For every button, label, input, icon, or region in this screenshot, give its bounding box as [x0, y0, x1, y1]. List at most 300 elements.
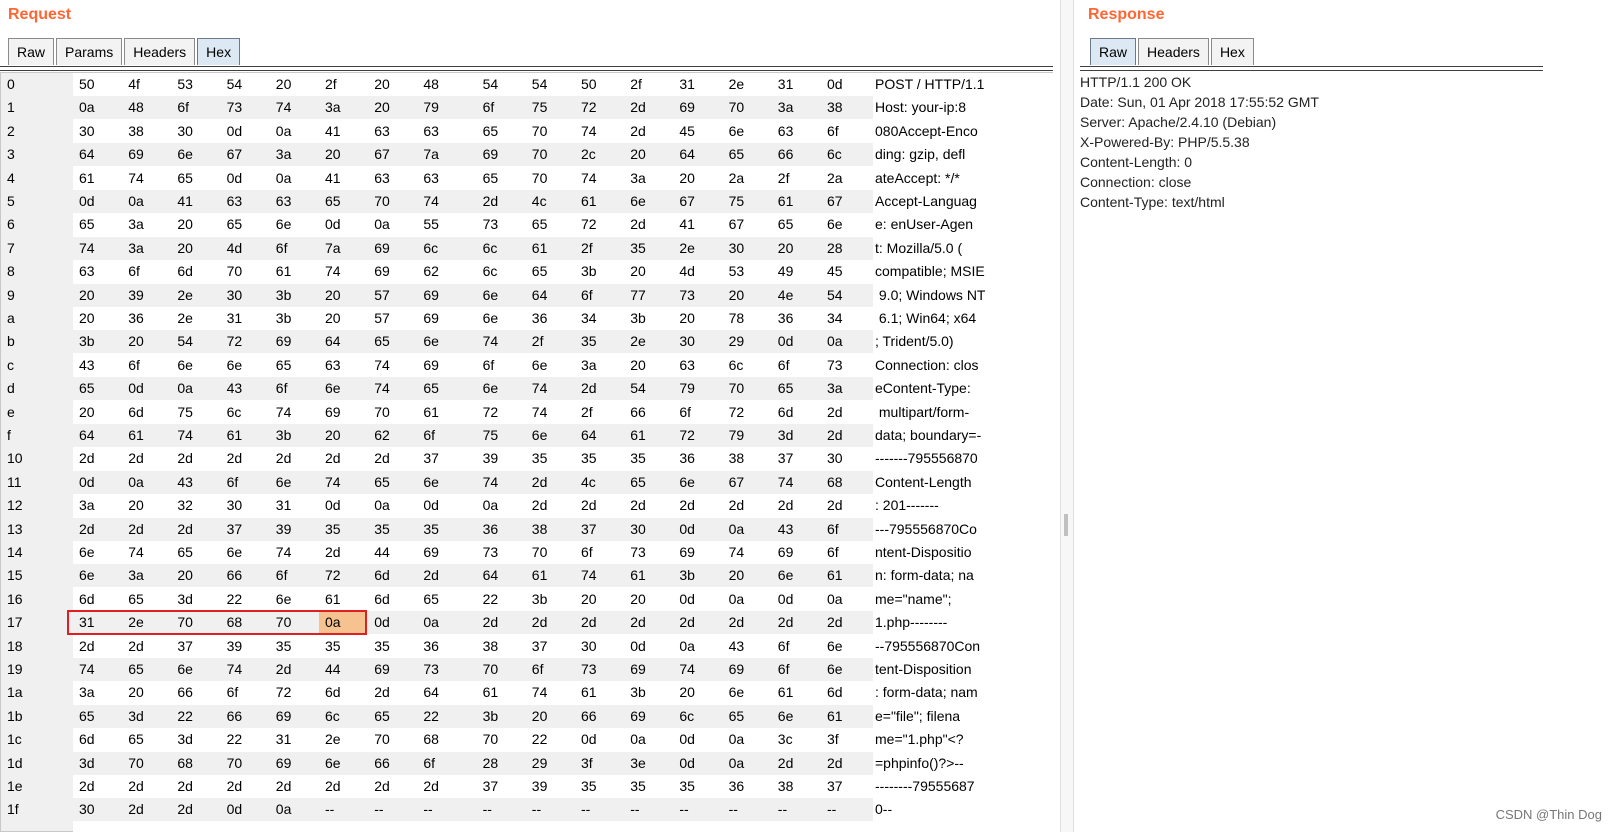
hex-byte[interactable]: 65 [531, 263, 548, 280]
hex-byte[interactable]: 35 [630, 239, 646, 256]
hex-byte[interactable]: 43 [728, 637, 745, 654]
hex-byte[interactable]: 6f [128, 356, 140, 373]
hex-row-ascii[interactable]: Content-Length [875, 473, 972, 490]
hex-byte[interactable]: 6e [226, 544, 243, 560]
hex-byte[interactable]: -- [482, 801, 492, 818]
hex-byte[interactable]: 69 [374, 239, 390, 256]
hex-byte[interactable]: 2d [177, 801, 193, 818]
hex-byte[interactable]: 2d [630, 614, 646, 631]
hex-byte[interactable]: 73 [827, 356, 843, 373]
hex-byte[interactable]: 75 [531, 99, 548, 116]
hex-byte[interactable]: 50 [79, 76, 95, 92]
hex-byte[interactable]: 20 [728, 286, 745, 303]
hex-byte[interactable]: 20 [79, 310, 95, 326]
hex-byte[interactable]: 20 [79, 403, 95, 420]
hex-byte[interactable]: 2d [275, 661, 292, 677]
hex-byte[interactable]: 74 [226, 661, 243, 677]
hex-byte[interactable]: 70 [275, 614, 292, 631]
hex-byte[interactable]: 2d [79, 637, 95, 654]
hex-byte[interactable]: 74 [79, 239, 95, 256]
hex-byte[interactable]: 63 [275, 193, 292, 209]
hex-byte[interactable]: 30 [226, 497, 243, 514]
hex-byte[interactable]: 31 [226, 310, 243, 326]
hex-byte[interactable]: 67 [827, 193, 843, 209]
hex-row-ascii[interactable]: t: Mozilla/5.0 ( [875, 239, 963, 256]
hex-byte[interactable]: 6f [679, 403, 692, 420]
hex-byte[interactable]: 2d [374, 778, 390, 794]
hex-byte[interactable]: 0d [128, 380, 144, 397]
hex-byte[interactable]: 70 [728, 380, 745, 397]
hex-byte[interactable]: 2d [275, 450, 292, 467]
hex-byte[interactable]: 36 [531, 310, 548, 326]
hex-byte[interactable]: 22 [531, 731, 548, 748]
hex-byte[interactable]: 3d [777, 427, 794, 443]
hex-byte[interactable]: 41 [177, 193, 193, 209]
hex-byte[interactable]: 2d [777, 497, 794, 514]
hex-byte[interactable]: 20 [728, 567, 745, 584]
hex-byte[interactable]: 72 [728, 403, 745, 420]
hex-byte[interactable]: 6f [226, 473, 239, 490]
hex-byte[interactable]: 6f [777, 637, 790, 654]
hex-byte[interactable]: 65 [423, 590, 439, 607]
hex-byte[interactable]: 0a [728, 590, 745, 607]
hex-byte[interactable]: 31 [275, 731, 292, 748]
hex-byte[interactable]: 28 [827, 239, 843, 256]
hex-byte[interactable]: 0d [581, 731, 597, 748]
hex-byte[interactable]: 66 [777, 146, 794, 163]
hex-byte[interactable]: 73 [581, 661, 597, 677]
hex-byte[interactable]: 61 [325, 590, 341, 607]
hex-byte[interactable]: 63 [679, 356, 695, 373]
hex-byte[interactable]: 38 [128, 122, 144, 139]
hex-byte[interactable]: 69 [423, 544, 439, 560]
hex-byte[interactable]: 3b [79, 333, 95, 350]
hex-byte[interactable]: 74 [581, 122, 597, 139]
hex-byte[interactable]: 30 [79, 122, 95, 139]
hex-byte[interactable]: 3d [177, 590, 193, 607]
hex-byte[interactable]: 3d [177, 731, 193, 748]
hex-byte[interactable]: 63 [374, 122, 390, 139]
hex-byte[interactable]: 6e [275, 473, 292, 490]
response-tab-hex[interactable]: Hex [1211, 38, 1254, 65]
hex-byte[interactable]: 65 [128, 590, 144, 607]
hex-byte[interactable]: 54 [482, 76, 499, 92]
hex-byte[interactable]: 30 [827, 450, 843, 467]
hex-byte[interactable]: 6c [482, 239, 498, 256]
hex-byte[interactable]: 6c [679, 707, 695, 724]
hex-byte[interactable]: 65 [374, 707, 390, 724]
hex-byte[interactable]: 0a [275, 122, 292, 139]
hex-row-ascii[interactable]: --------79555687 [875, 778, 975, 794]
hex-byte[interactable]: 66 [581, 707, 597, 724]
hex-byte[interactable]: 3a [630, 169, 646, 186]
hex-editor[interactable] [0, 72, 1053, 832]
hex-byte[interactable]: 64 [531, 286, 548, 303]
hex-byte[interactable]: 20 [531, 707, 548, 724]
hex-byte[interactable]: 65 [728, 707, 745, 724]
hex-byte[interactable]: 6e [777, 567, 794, 584]
hex-byte[interactable]: 2d [423, 778, 439, 794]
hex-row-ascii[interactable]: ntent-Dispositio [875, 544, 972, 560]
hex-byte[interactable]: 3a [128, 216, 144, 233]
hex-byte[interactable]: 20 [630, 263, 646, 280]
hex-byte[interactable]: 69 [275, 707, 292, 724]
hex-byte[interactable]: 3f [581, 754, 593, 771]
hex-byte[interactable]: 74 [128, 169, 144, 186]
hex-byte[interactable]: 65 [630, 473, 646, 490]
hex-byte[interactable]: 0d [679, 754, 695, 771]
hex-byte[interactable]: 20 [374, 76, 390, 92]
hex-byte[interactable]: 20 [79, 286, 95, 303]
hex-byte[interactable]: 34 [827, 310, 843, 326]
hex-byte[interactable]: 61 [531, 567, 548, 584]
hex-byte[interactable]: 66 [226, 707, 243, 724]
hex-byte[interactable]: 66 [226, 567, 243, 584]
hex-byte[interactable]: 22 [177, 707, 193, 724]
hex-row-ascii[interactable]: ---795556870Co [875, 520, 977, 537]
hex-byte[interactable]: 35 [679, 778, 695, 794]
hex-byte[interactable]: 3a [827, 380, 843, 397]
hex-byte[interactable]: 74 [482, 473, 499, 490]
hex-byte[interactable]: 2a [728, 169, 745, 186]
hex-byte[interactable]: 65 [79, 216, 95, 233]
hex-row-ascii[interactable]: =phpinfo()?>-- [875, 754, 964, 771]
hex-byte[interactable]: 6e [728, 684, 745, 701]
hex-byte[interactable]: 3a [128, 567, 144, 584]
hex-byte[interactable]: 2d [177, 450, 193, 467]
hex-byte[interactable]: -- [581, 801, 591, 818]
hex-byte[interactable]: 6e [423, 333, 439, 350]
hex-byte[interactable]: 2d [128, 450, 144, 467]
hex-byte[interactable]: 65 [374, 333, 390, 350]
hex-byte[interactable]: 61 [630, 427, 646, 443]
hex-byte[interactable]: 31 [275, 497, 292, 514]
hex-byte[interactable]: 0a [374, 216, 390, 233]
hex-byte[interactable]: 73 [630, 544, 646, 560]
hex-byte[interactable]: 53 [177, 76, 193, 92]
hex-byte[interactable]: 2d [581, 380, 597, 397]
hex-byte[interactable]: 67 [374, 146, 390, 163]
hex-byte[interactable]: 36 [728, 778, 745, 794]
hex-byte[interactable]: 75 [728, 193, 745, 209]
hex-byte[interactable]: 3a [79, 497, 95, 514]
hex-row-ascii[interactable]: 9.0; Windows NT [875, 286, 986, 303]
hex-byte[interactable]: 0a [728, 754, 745, 771]
hex-byte[interactable]: 65 [79, 380, 95, 397]
hex-row-ascii[interactable]: Host: your-ip:8 [875, 99, 967, 116]
hex-byte[interactable]: 0d [630, 637, 646, 654]
hex-byte[interactable]: 6d [177, 263, 193, 280]
hex-byte[interactable]: 3b [275, 427, 292, 443]
hex-byte[interactable]: 2d [79, 520, 95, 537]
hex-byte[interactable]: 0d [79, 193, 95, 209]
hex-byte[interactable]: 2d [531, 614, 548, 631]
hex-byte[interactable]: 63 [325, 356, 341, 373]
hex-byte[interactable]: 63 [374, 169, 390, 186]
hex-byte[interactable]: 61 [79, 169, 95, 186]
hex-byte[interactable]: 70 [226, 754, 243, 771]
hex-byte[interactable]: 70 [531, 146, 548, 163]
hex-byte[interactable]: 65 [226, 216, 243, 233]
hex-row-ascii[interactable]: e: enUser-Agen [875, 216, 974, 233]
hex-byte[interactable]: 6c [827, 146, 842, 163]
hex-byte[interactable]: 37 [226, 520, 243, 537]
hex-byte[interactable]: 20 [177, 567, 193, 584]
request-tab-raw[interactable]: Raw [8, 38, 54, 65]
hex-byte[interactable]: 35 [325, 637, 341, 654]
hex-byte[interactable]: 74 [581, 567, 597, 584]
hex-byte[interactable]: 0a [630, 731, 646, 748]
hex-byte[interactable]: 22 [226, 731, 243, 748]
hex-byte[interactable]: 69 [630, 661, 646, 677]
hex-byte[interactable]: 6f [777, 356, 790, 373]
hex-byte[interactable]: 20 [128, 497, 144, 514]
hex-byte[interactable]: 70 [482, 661, 499, 677]
hex-row-ascii[interactable]: 6.1; Win64; x64 [875, 310, 977, 326]
hex-byte[interactable]: 6e [325, 754, 341, 771]
hex-byte[interactable]: 35 [630, 450, 646, 467]
hex-byte[interactable]: 20 [325, 427, 341, 443]
hex-byte[interactable]: 3a [581, 356, 597, 373]
hex-byte[interactable]: 3b [581, 263, 597, 280]
hex-byte[interactable]: 6e [728, 122, 745, 139]
hex-byte[interactable]: 39 [482, 450, 499, 467]
hex-byte[interactable]: 37 [777, 450, 794, 467]
hex-byte[interactable]: -- [325, 801, 335, 818]
hex-byte[interactable]: -- [630, 801, 640, 818]
hex-byte[interactable]: 6e [79, 567, 95, 584]
hex-byte[interactable]: 2d [777, 614, 794, 631]
hex-byte[interactable]: 2d [177, 778, 193, 794]
hex-byte[interactable]: -- [374, 801, 384, 818]
hex-byte[interactable]: 0d [777, 333, 794, 350]
hex-byte[interactable]: 0a [728, 731, 745, 748]
hex-byte[interactable]: 6e [177, 661, 193, 677]
hex-byte[interactable]: 68 [827, 473, 843, 490]
hex-byte[interactable]: 0a [482, 497, 499, 514]
hex-byte[interactable]: 70 [482, 731, 499, 748]
hex-byte[interactable]: 37 [827, 778, 843, 794]
hex-row-ascii[interactable]: POST / HTTP/1.1 [875, 76, 985, 92]
hex-byte[interactable]: 6d [325, 684, 341, 701]
hex-byte[interactable]: 65 [482, 122, 499, 139]
hex-byte[interactable]: 35 [374, 637, 390, 654]
hex-byte[interactable]: 64 [482, 567, 499, 584]
hex-byte[interactable]: 2d [531, 497, 548, 514]
hex-byte[interactable]: 0a [827, 590, 843, 607]
hex-byte[interactable]: 43 [777, 520, 794, 537]
hex-byte[interactable]: 29 [531, 754, 548, 771]
hex-byte[interactable]: 6c [423, 239, 439, 256]
hex-row-ascii[interactable]: me="1.php"<? [875, 731, 964, 748]
hex-byte[interactable]: 54 [827, 286, 843, 303]
hex-byte[interactable]: 2d [531, 473, 548, 490]
hex-byte[interactable]: 67 [679, 193, 695, 209]
hex-byte[interactable]: 61 [630, 567, 646, 584]
hex-byte[interactable]: 0d [325, 216, 341, 233]
hex-byte[interactable]: 54 [630, 380, 646, 397]
hex-byte[interactable]: 74 [325, 473, 341, 490]
hex-byte[interactable]: 61 [275, 263, 292, 280]
hex-byte[interactable]: 6e [482, 310, 499, 326]
hex-byte[interactable]: 6c [226, 403, 242, 420]
hex-byte[interactable]: 38 [777, 778, 794, 794]
hex-row-ascii[interactable]: compatible; MSIE [875, 263, 985, 280]
hex-byte[interactable]: 36 [482, 520, 499, 537]
hex-byte[interactable]: 28 [482, 754, 499, 771]
hex-byte[interactable]: 3a [128, 239, 144, 256]
hex-byte[interactable]: 44 [325, 661, 341, 677]
response-tab-raw[interactable]: Raw [1090, 38, 1136, 65]
hex-byte[interactable]: 6e [777, 707, 794, 724]
hex-byte[interactable]: 2d [827, 403, 843, 420]
hex-byte[interactable]: 35 [581, 778, 597, 794]
hex-byte[interactable]: 74 [374, 356, 390, 373]
hex-byte[interactable]: 69 [728, 661, 745, 677]
hex-byte[interactable]: 69 [482, 146, 499, 163]
hex-byte[interactable]: 69 [374, 661, 390, 677]
hex-byte[interactable]: 3e [630, 754, 646, 771]
hex-byte[interactable]: 3b [275, 310, 292, 326]
hex-byte[interactable]: 61 [128, 427, 144, 443]
hex-byte[interactable]: 2d [827, 754, 843, 771]
hex-byte[interactable]: 70 [531, 122, 548, 139]
hex-byte[interactable]: 2d [777, 754, 794, 771]
hex-byte[interactable]: 6f [827, 544, 839, 560]
hex-byte[interactable]: 62 [423, 263, 439, 280]
hex-byte[interactable]: 3b [630, 684, 646, 701]
hex-byte[interactable]: 64 [679, 146, 695, 163]
hex-byte[interactable]: 20 [374, 99, 390, 116]
hex-byte[interactable]: 48 [423, 76, 439, 92]
hex-byte[interactable]: 68 [226, 614, 243, 631]
hex-byte[interactable]: 2d [325, 778, 341, 794]
hex-byte[interactable]: 69 [423, 310, 439, 326]
hex-byte[interactable]: 20 [128, 684, 144, 701]
hex-byte[interactable]: 6f [275, 239, 288, 256]
hex-byte[interactable]: 74 [325, 263, 341, 280]
hex-byte[interactable]: 6f [581, 286, 593, 303]
hex-byte[interactable]: 36 [679, 450, 695, 467]
hex-byte[interactable]: 64 [325, 333, 341, 350]
hex-byte[interactable]: 74 [777, 473, 794, 490]
hex-byte[interactable]: 30 [177, 122, 193, 139]
hex-byte[interactable]: 30 [79, 801, 95, 818]
hex-row-ascii[interactable]: 0-- [875, 801, 893, 818]
hex-byte[interactable]: 54 [177, 333, 193, 350]
hex-byte[interactable]: 70 [728, 99, 745, 116]
hex-byte[interactable]: 65 [275, 356, 292, 373]
hex-byte[interactable]: 22 [226, 590, 243, 607]
hex-byte[interactable]: 37 [531, 637, 548, 654]
hex-byte[interactable]: 20 [630, 356, 646, 373]
hex-byte[interactable]: 0d [679, 520, 695, 537]
hex-byte[interactable]: 2d [630, 99, 646, 116]
hex-byte[interactable]: 74 [531, 380, 548, 397]
hex-byte[interactable]: 43 [177, 473, 193, 490]
hex-byte[interactable]: 65 [177, 169, 193, 186]
hex-byte[interactable]: 41 [325, 169, 341, 186]
hex-byte[interactable]: 6e [423, 473, 439, 490]
hex-byte[interactable]: 36 [777, 310, 794, 326]
hex-byte[interactable]: 61 [777, 684, 794, 701]
hex-byte[interactable]: 30 [728, 239, 745, 256]
hex-byte[interactable]: 2d [374, 450, 390, 467]
hex-byte[interactable]: 6f [827, 122, 839, 139]
hex-byte[interactable]: 20 [679, 310, 695, 326]
hex-byte[interactable]: 61 [827, 707, 843, 724]
hex-byte[interactable]: 35 [374, 520, 390, 537]
hex-byte[interactable]: 0a [275, 801, 292, 818]
hex-byte[interactable]: 20 [777, 239, 794, 256]
hex-byte[interactable]: 61 [423, 403, 439, 420]
hex-byte[interactable]: 0a [325, 614, 341, 631]
hex-byte[interactable]: 37 [423, 450, 439, 467]
hex-byte[interactable]: 30 [679, 333, 695, 350]
hex-byte[interactable]: 2d [325, 544, 341, 560]
hex-byte[interactable]: 6e [177, 146, 193, 163]
hex-byte[interactable]: 67 [728, 473, 745, 490]
hex-byte[interactable]: 20 [325, 146, 341, 163]
hex-byte[interactable]: 31 [679, 76, 695, 92]
hex-byte[interactable]: 4d [679, 263, 695, 280]
hex-byte[interactable]: 64 [79, 146, 95, 163]
hex-byte[interactable]: 6c [482, 263, 498, 280]
hex-byte[interactable]: 61 [777, 193, 794, 209]
hex-byte[interactable]: 6e [827, 216, 843, 233]
hex-byte[interactable]: 2d [630, 122, 646, 139]
hex-byte[interactable]: 6f [531, 661, 544, 677]
hex-byte[interactable]: 70 [531, 544, 548, 560]
hex-byte[interactable]: 65 [777, 380, 794, 397]
hex-byte[interactable]: 6f [226, 684, 239, 701]
hex-byte[interactable]: 6d [79, 590, 95, 607]
hex-byte[interactable]: 32 [177, 497, 193, 514]
hex-byte[interactable]: 73 [482, 544, 499, 560]
hex-byte[interactable]: 54 [531, 76, 548, 92]
hex-byte[interactable]: 66 [630, 403, 646, 420]
hex-byte[interactable]: 62 [374, 427, 390, 443]
hex-byte[interactable]: 6f [581, 544, 593, 560]
hex-byte[interactable]: 64 [79, 427, 95, 443]
hex-byte[interactable]: 2e [630, 333, 646, 350]
hex-byte[interactable]: 2d [128, 637, 144, 654]
hex-byte[interactable]: 2a [827, 169, 843, 186]
hex-byte[interactable]: 65 [128, 661, 144, 677]
hex-byte[interactable]: 6e [325, 380, 341, 397]
hex-byte[interactable]: 20 [275, 76, 292, 92]
hex-byte[interactable]: 35 [531, 450, 548, 467]
hex-byte[interactable]: 2e [728, 76, 745, 92]
hex-byte[interactable]: 6d [374, 567, 390, 584]
hex-byte[interactable]: 2d [423, 567, 439, 584]
hex-byte[interactable]: 39 [275, 520, 292, 537]
hex-byte[interactable]: 2d [79, 778, 95, 794]
hex-byte[interactable]: 2d [581, 497, 597, 514]
hex-byte[interactable]: 0a [423, 614, 439, 631]
hex-byte[interactable]: 3c [777, 731, 793, 748]
hex-byte[interactable]: 74 [679, 661, 695, 677]
hex-byte[interactable]: 41 [325, 122, 341, 139]
hex-byte[interactable]: 75 [177, 403, 193, 420]
hex-byte[interactable]: -- [827, 801, 837, 818]
hex-byte[interactable]: 74 [423, 193, 439, 209]
hex-byte[interactable]: 75 [482, 427, 499, 443]
hex-byte[interactable]: 37 [177, 637, 193, 654]
hex-byte[interactable]: 2f [531, 333, 544, 350]
hex-byte[interactable]: 6e [531, 427, 548, 443]
hex-byte[interactable]: 2d [679, 614, 695, 631]
